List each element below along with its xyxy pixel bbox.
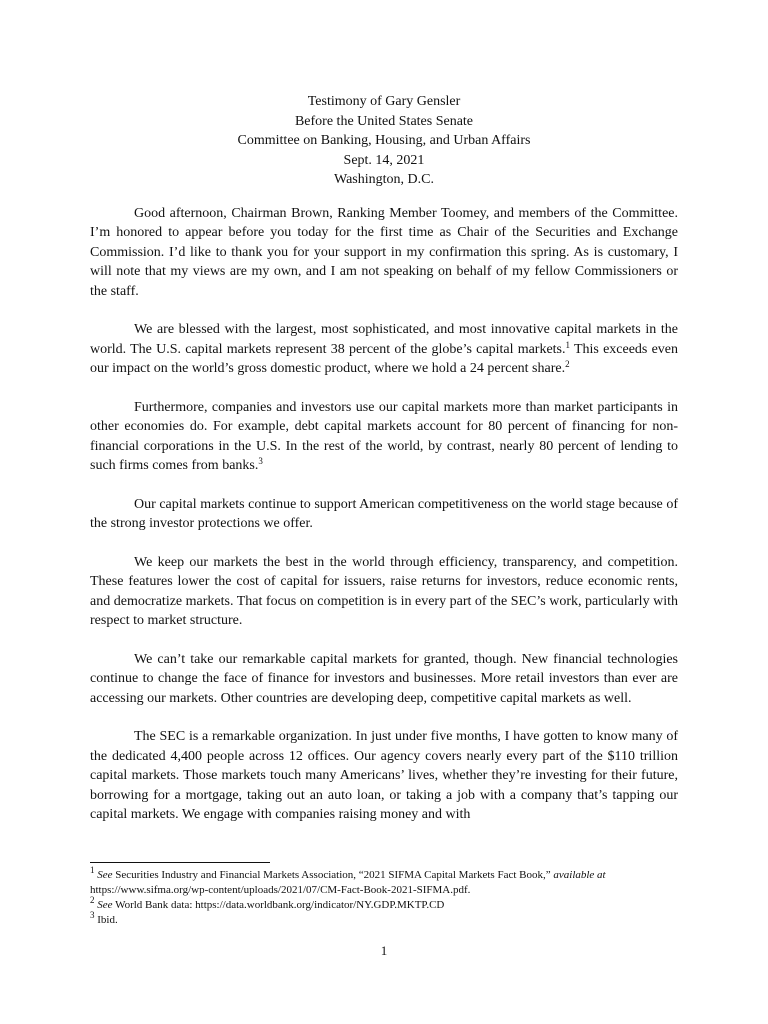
paragraph-fintech: We can’t take our remarkable capital markets for granted, though. New financial technologies continue to change the face of finance for investors and businesses. More retail investors than ever are accessing our markets. Other countries are developing deep, competitive capital markets as well. [90, 651, 678, 706]
footnote-3 [90, 910, 690, 928]
paragraph-greeting: Good afternoon, Chairman Brown, Ranking Member Toomey, and members of the Committee. I’m honored to appear before you today for the first time as Chair of the Securities and Exchange Commission. I’d like to thank you for your support in my confirmation this spring. As is customary, I will note that my views are my own, and I am not speaking on behalf of my fellow Commissioners or the staff. [90, 205, 678, 299]
footnote-ref-1: 1 [565, 339, 571, 350]
paragraph-efficiency: We keep our markets the best in the world through efficiency, transparency, and competition. These features lower the cost of capital for issuers, raise returns for investors, reduce economic rents, and democratize markets. That focus on competition is in every part of the SEC’s work, particularly with respect to market structure. [90, 554, 678, 628]
footnotes [90, 865, 690, 928]
footnote-text: Ibid. [94, 914, 118, 926]
header-location: Washington, D.C. [334, 172, 434, 187]
paragraph-competitiveness: Our capital markets continue to support American competitiveness on the world stage because of the strong investor protections we offer. [90, 496, 678, 531]
page-number: 1 [380, 943, 388, 958]
footnote-text: Securities Industry and Financial Markets Association, “2021 SIFMA Capital Markets Fact Book,” [112, 869, 554, 881]
footnote-2 [90, 895, 690, 913]
footnote-number: 3 [90, 910, 95, 920]
testimony-header [90, 92, 678, 190]
footnote-link[interactable]: World Bank data: https://data.worldbank.org/indicator/NY.GDP.MKTP.CD [112, 899, 445, 911]
footnote-ref-3: 3 [258, 456, 263, 466]
paragraph-sec-organization: The SEC is a remarkable organization. In just under five months, I have gotten to know many of the dedicated 4,400 people across 12 offices. Our agency covers nearly every part of the $110 trillion capital markets. Those markets touch many Americans’ lives, whether they’re investing for their future, borrowing for a mortgage, taking out an auto loan, or taking a job with a company that’s tapping our capital markets. We engage with companies raising money and with [90, 729, 678, 822]
footnote-signal: See [97, 899, 113, 911]
paragraph-debt-markets [90, 398, 678, 476]
header-venue: Before the United States Senate [294, 113, 474, 129]
footnote-ref-2: 2 [565, 359, 570, 369]
footnote-signal: See [97, 869, 113, 881]
header-title: Testimony of Gary Gensler [307, 94, 461, 109]
footnote-link[interactable]: https://www.sifma.org/wp-content/uploads/2021/07/CM-Fact-Book-2021-SIFMA.pdf. [90, 884, 471, 896]
footnote-number: 2 [90, 895, 95, 905]
footnote-divider [90, 862, 270, 863]
footnote-number: 1 [90, 865, 95, 875]
paragraph-text: We are blessed with the largest, most sophisticated, and most innovative capital markets in the world. The U.S. capital markets represent 38 percent of the globe’s capital markets. [90, 322, 678, 357]
header-committee: Committee on Banking, Housing, and Urban Affairs [237, 133, 531, 148]
footnote-1 [90, 865, 690, 898]
paragraph-text: Furthermore, companies and investors use our capital markets more than market participants in other economies do. For example, debt capital markets account for 80 percent of financing for non-financial corporations in the U.S. In the rest of the world, by contrast, nearly 80 percent of lending to such firms comes from banks. [90, 399, 678, 473]
paragraph-text: This exceeds even our impact on the world’s gross domestic product, where we hold a 24 percent share. [90, 341, 679, 376]
footnote-signal: available at [553, 869, 606, 881]
paragraph-capital-markets [90, 320, 678, 379]
header-date: Sept. 14, 2021 [343, 152, 425, 168]
